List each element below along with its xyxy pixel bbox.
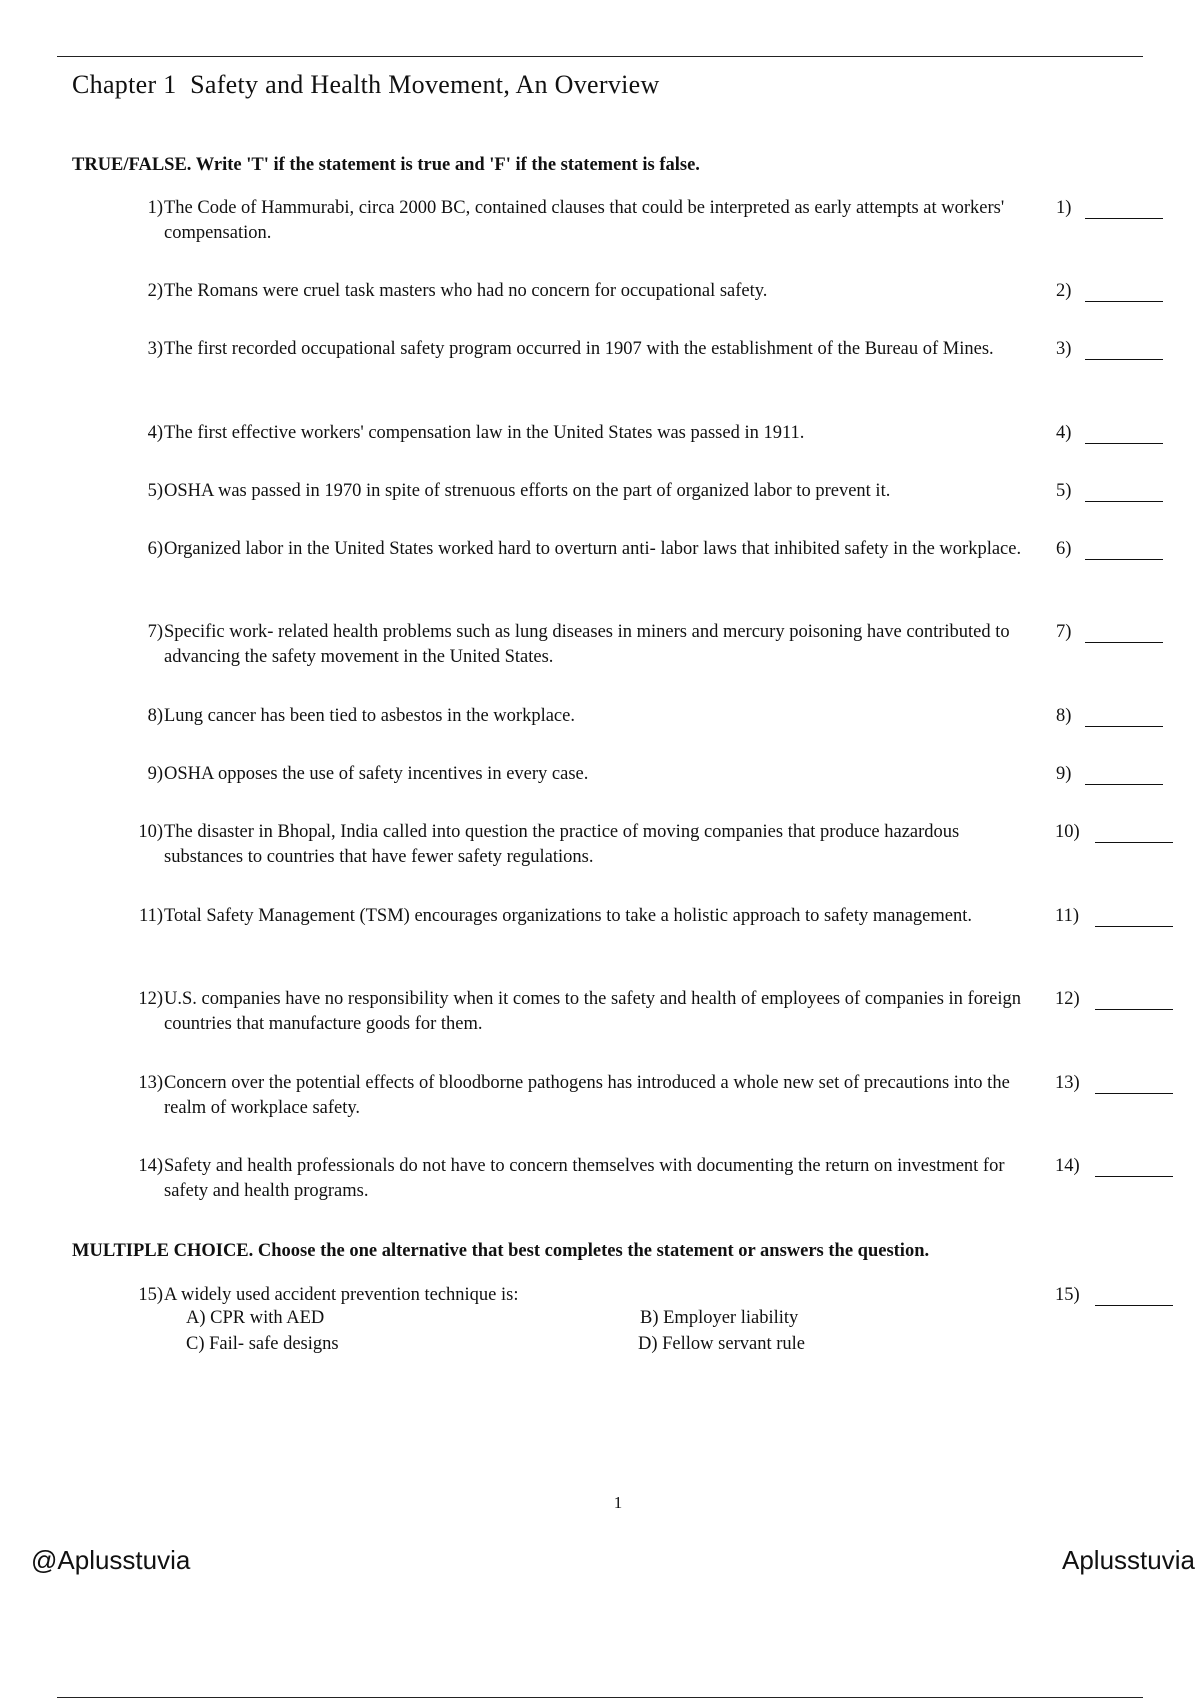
answer-blank[interactable] — [1085, 218, 1163, 219]
question-number: 13) — [138, 1073, 163, 1093]
top-rule — [57, 56, 1143, 57]
option-b[interactable]: B) Employer liability — [640, 1308, 799, 1328]
question-number: 8) — [147, 706, 163, 726]
question-8 — [0, 704, 1200, 764]
answer-label: 10) — [1055, 822, 1080, 842]
question-number: 3) — [147, 339, 163, 359]
question-text: Specific work- related health problems such as lung diseases in miners and mercury poisoning have contributed to advancing the safety movement in the United States. — [164, 622, 1010, 667]
answer-label: 8) — [1056, 706, 1072, 726]
question-5 — [0, 479, 1200, 539]
answer-label: 4) — [1056, 423, 1072, 443]
question-1 — [0, 196, 1200, 256]
answer-label: 12) — [1055, 989, 1080, 1009]
option-c[interactable]: C) Fail- safe designs — [186, 1334, 339, 1354]
question-text: The first recorded occupational safety program occurred in 1907 with the establishment of the Bureau of Mines. — [164, 339, 994, 359]
question-text: The Romans were cruel task masters who had no concern for occupational safety. — [164, 281, 768, 301]
question-number: 14) — [138, 1156, 163, 1176]
answer-blank[interactable] — [1085, 443, 1163, 444]
question-text: A widely used accident prevention technique is: — [164, 1285, 519, 1305]
question-text: Safety and health professionals do not have to concern themselves with documenting the return on investment for safety and health programs. — [164, 1156, 1005, 1201]
question-text: Organized labor in the United States worked hard to overturn anti- labor laws that inhibited safety in the workplace. — [164, 539, 1022, 559]
question-number: 10) — [138, 822, 163, 842]
question-2 — [0, 279, 1200, 339]
answer-blank[interactable] — [1085, 642, 1163, 643]
answer-label: 15) — [1055, 1285, 1080, 1305]
question-text: Lung cancer has been tied to asbestos in the workplace. — [164, 706, 575, 726]
question-7 — [0, 620, 1200, 680]
question-text: The Code of Hammurabi, circa 2000 BC, contained clauses that could be interpreted as early attempts at workers' compensation. — [164, 198, 1005, 243]
question-text: The disaster in Bhopal, India called into question the practice of moving companies that produce hazardous substances to countries that have fewer safety regulations. — [164, 822, 960, 867]
answer-blank[interactable] — [1095, 1093, 1173, 1094]
question-number: 9) — [147, 764, 163, 784]
question-number: 11) — [139, 906, 163, 926]
question-10 — [0, 820, 1200, 880]
question-11 — [0, 904, 1200, 964]
question-text: Concern over the potential effects of bloodborne pathogens has introduced a whole new set of precautions into the realm of workplace safety. — [164, 1073, 1010, 1118]
question-12 — [0, 987, 1200, 1047]
answer-label: 7) — [1056, 622, 1072, 642]
answer-label: 6) — [1056, 539, 1072, 559]
question-number: 6) — [147, 539, 163, 559]
question-13 — [0, 1071, 1200, 1131]
answer-label: 14) — [1055, 1156, 1080, 1176]
answer-blank[interactable] — [1095, 842, 1173, 843]
question-14 — [0, 1154, 1200, 1214]
true-false-heading: TRUE/FALSE. Write 'T' if the statement is true and 'F' if the statement is false. — [72, 155, 700, 175]
question-number: 15) — [138, 1285, 163, 1305]
question-text: OSHA was passed in 1970 in spite of strenuous efforts on the part of organized labor to prevent it. — [164, 481, 891, 501]
question-number: 5) — [147, 481, 163, 501]
watermark-right: Aplusstuvia — [1062, 1545, 1195, 1575]
answer-blank[interactable] — [1085, 501, 1163, 502]
answer-label: 11) — [1055, 906, 1079, 926]
answer-blank[interactable] — [1095, 926, 1173, 927]
answer-blank[interactable] — [1085, 359, 1163, 360]
question-15 — [0, 1283, 1200, 1343]
option-a[interactable]: A) CPR with AED — [186, 1308, 325, 1328]
question-4 — [0, 421, 1200, 481]
answer-blank[interactable] — [1095, 1009, 1173, 1010]
question-number: 4) — [147, 423, 163, 443]
question-number: 7) — [147, 622, 163, 642]
answer-label: 1) — [1056, 198, 1072, 218]
question-6 — [0, 537, 1200, 597]
question-text: U.S. companies have no responsibility when it comes to the safety and health of employees of companies in foreign countries that manufacture goods for them. — [164, 989, 1021, 1034]
answer-label: 13) — [1055, 1073, 1080, 1093]
answer-label: 5) — [1056, 481, 1072, 501]
answer-blank[interactable] — [1085, 559, 1163, 560]
question-text: OSHA opposes the use of safety incentives in every case. — [164, 764, 589, 784]
question-number: 2) — [147, 281, 163, 301]
answer-blank[interactable] — [1095, 1305, 1173, 1306]
bottom-rule — [57, 1697, 1143, 1698]
multiple-choice-heading: MULTIPLE CHOICE. Choose the one alternative that best completes the statement or answers the question. — [72, 1241, 930, 1261]
watermark-left: @Aplusstuvia — [31, 1545, 191, 1575]
question-text: The first effective workers' compensation law in the United States was passed in 1911. — [164, 423, 805, 443]
question-text: Total Safety Management (TSM) encourages organizations to take a holistic approach to safety management. — [164, 906, 972, 926]
chapter-title: Chapter 1 Safety and Health Movement, An Overview — [72, 70, 660, 99]
answer-blank[interactable] — [1085, 726, 1163, 727]
answer-label: 9) — [1056, 764, 1072, 784]
question-9 — [0, 762, 1200, 822]
question-number: 12) — [138, 989, 163, 1009]
question-number: 1) — [147, 198, 163, 218]
question-3 — [0, 337, 1200, 397]
answer-label: 2) — [1056, 281, 1072, 301]
page-number: 1 — [613, 1493, 623, 1512]
answer-label: 3) — [1056, 339, 1072, 359]
answer-blank[interactable] — [1085, 301, 1163, 302]
answer-blank[interactable] — [1095, 1176, 1173, 1177]
option-d[interactable]: D) Fellow servant rule — [638, 1334, 805, 1354]
answer-blank[interactable] — [1085, 784, 1163, 785]
